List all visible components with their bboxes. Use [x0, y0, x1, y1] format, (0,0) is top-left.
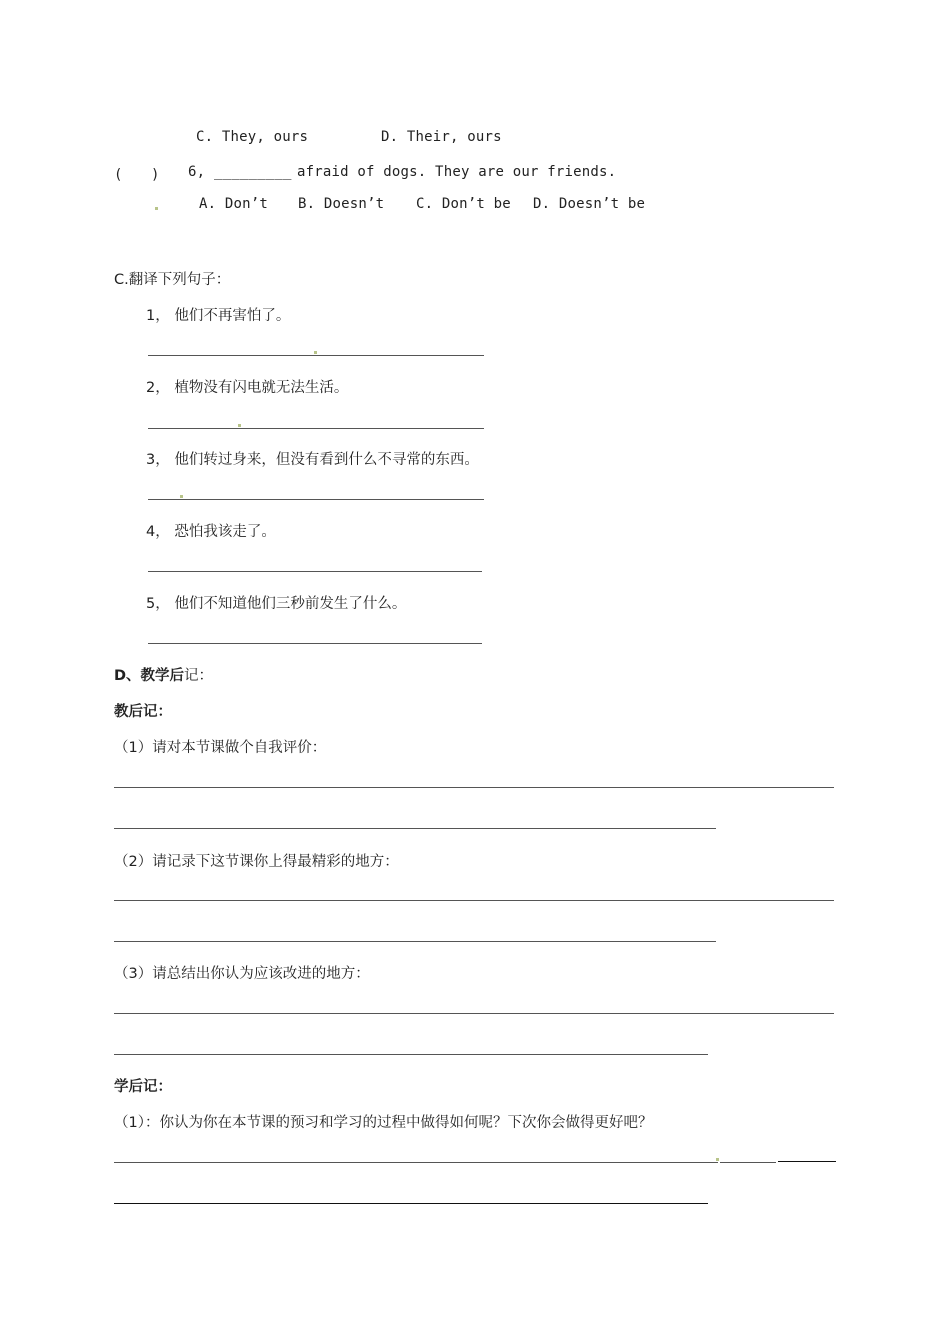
teacher-notes-heading: 教后记： [114, 704, 172, 720]
q6-stem: afraid of dogs. They are our friends. [297, 164, 617, 180]
q6-answer-paren: ( ) [114, 167, 160, 183]
note-line [114, 1162, 718, 1163]
section-d-heading-rest: 记： [184, 668, 214, 684]
q6-option-d: D. Doesn’t be [533, 196, 646, 212]
answer-line-3 [148, 499, 484, 500]
teacher-note-1: （1）请对本节课做个自我评价： [114, 740, 327, 756]
answer-line-5 [148, 643, 482, 644]
section-d-heading-bold: D、教学后 [114, 668, 185, 684]
translate-item-3: 3， 他们转过身来，但没有看到什么不寻常的东西。 [146, 452, 479, 468]
q6-option-a: A. Don’t [199, 196, 269, 212]
section-c-heading: C.翻译下列句子： [114, 272, 231, 288]
student-notes-heading: 学后记： [114, 1079, 172, 1095]
q5-option-c: C. They, ours [196, 129, 309, 145]
note-line [114, 1203, 708, 1204]
answer-line-4 [148, 571, 482, 572]
q5-option-d: D. Their, ours [381, 129, 502, 145]
note-line [114, 1013, 834, 1014]
teacher-note-2: （2）请记录下这节课你上得最精彩的地方： [114, 854, 399, 870]
stray-mark [238, 424, 241, 427]
teacher-note-3: （3）请总结出你认为应该改进的地方： [114, 966, 370, 982]
q6-option-c: C. Don’t be [416, 196, 511, 212]
stray-mark [314, 351, 317, 354]
translate-item-4: 4， 恐怕我该走了。 [146, 524, 276, 540]
answer-line-2 [148, 428, 484, 429]
stray-mark [155, 207, 158, 210]
translate-item-5: 5， 他们不知道他们三秒前发生了什么。 [146, 596, 407, 612]
stray-mark [180, 495, 183, 498]
note-line [114, 787, 834, 788]
note-line [720, 1162, 776, 1163]
q6-option-b: B. Doesn’t [298, 196, 385, 212]
note-line [114, 900, 834, 901]
student-note-1: （1）：你认为你在本节课的预习和学习的过程中做得如何呢？下次你会做得更好吧？ [114, 1115, 653, 1131]
q6-number: 6, [188, 164, 206, 180]
answer-line-1 [148, 355, 484, 356]
section-d-heading [114, 664, 213, 685]
stray-mark [716, 1158, 719, 1161]
translate-item-2: 2， 植物没有闪电就无法生活。 [146, 380, 349, 396]
translate-item-1: 1， 他们不再害怕了。 [146, 308, 291, 324]
note-line [778, 1161, 836, 1162]
q6-blank: _________ [214, 164, 292, 180]
note-line [114, 828, 716, 829]
note-line [114, 941, 716, 942]
note-line [114, 1054, 708, 1055]
